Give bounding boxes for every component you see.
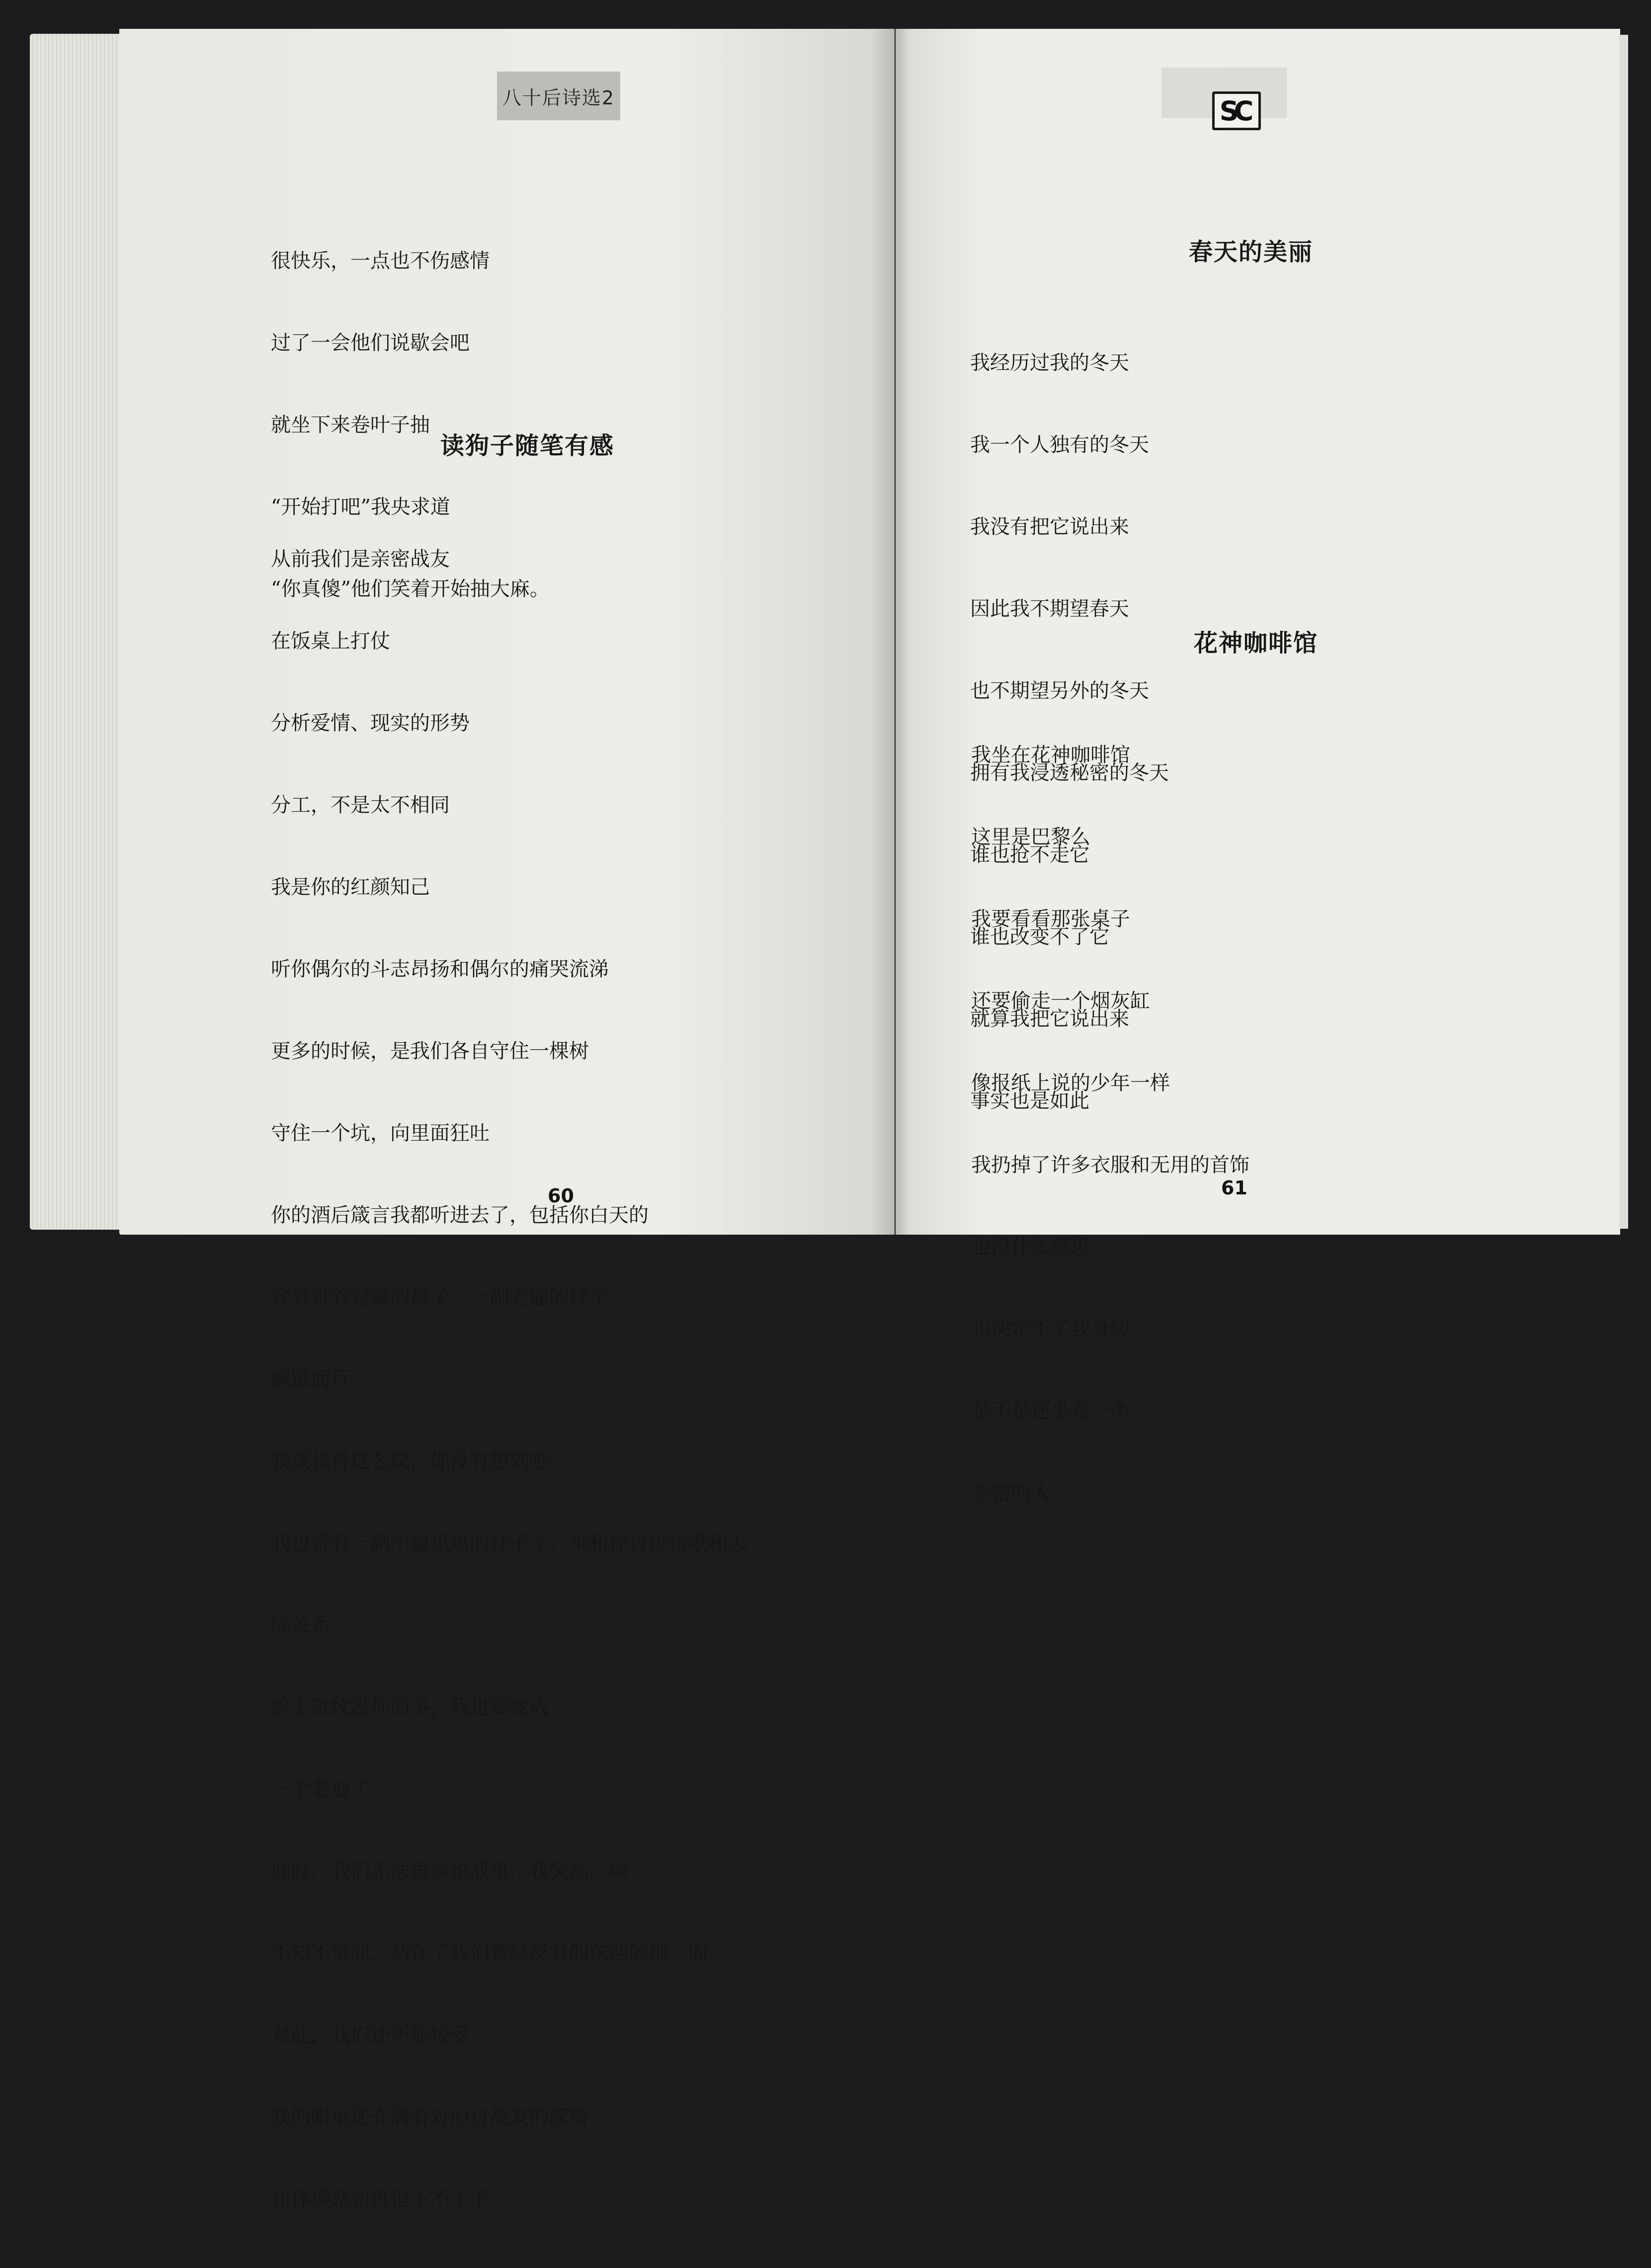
text-line: 就算我把它说出来 bbox=[970, 1008, 1129, 1030]
poem-title: 春天的美丽 bbox=[1189, 238, 1314, 266]
text-line: 事实也是如此 bbox=[970, 1090, 1089, 1112]
text-line: 我也带着一副牛逼烘烘的样子了，来和你讨论诗歌和人 bbox=[271, 1532, 748, 1555]
text-line: 这里是巴黎么 bbox=[971, 826, 1090, 848]
text-line: 谁也改变不了它 bbox=[970, 925, 1109, 948]
text-line: 对此，我们还不能接受 bbox=[271, 2024, 470, 2047]
text-line: 我的眼里还充满着对旧日战友的深情 bbox=[271, 2106, 589, 2129]
text-line: 也不期望另外的冬天 bbox=[970, 679, 1149, 702]
text-line: 过了一会他们说歇会吧 bbox=[271, 332, 470, 354]
text-line: 一个老逼了 bbox=[271, 1778, 370, 1801]
text-line: 穿着带着窟窿的裤子，一副老逼的样子 bbox=[271, 1286, 609, 1309]
open-book bbox=[30, 29, 1620, 2211]
publisher-logo bbox=[1212, 91, 1261, 130]
text-line: 听你偶尔的斗志昂扬和偶尔的痛哭流涕 bbox=[271, 958, 609, 981]
text-line: 更多的时候，是我们各自守住一棵树 bbox=[271, 1040, 589, 1063]
text-line: 拥有我浸透秘密的冬天 bbox=[970, 761, 1169, 784]
text-line: 我要看看那张桌子 bbox=[971, 908, 1130, 930]
text-line: 我坐在花神咖啡馆 bbox=[971, 744, 1130, 766]
text-line: “你真傻”他们笑着开始抽大麻。 bbox=[271, 578, 550, 600]
text-line: 因此我不期望春天 bbox=[970, 597, 1129, 620]
page-number: 60 bbox=[548, 1185, 574, 1207]
text-line: 也决定不了我身边 bbox=[971, 1318, 1130, 1341]
text-line: 谁也抢不走它 bbox=[970, 843, 1089, 866]
text-line: “开始打吧”我央求道 bbox=[271, 496, 450, 518]
text-line: 我是你的红颜知己 bbox=[271, 876, 430, 899]
text-line: 从前我们是亲密战友 bbox=[271, 548, 450, 571]
text-line: 我没有把它说出来 bbox=[970, 515, 1129, 538]
text-line: 脸上皱纹没你的多，我也要变成 bbox=[271, 1696, 549, 1719]
logo-text: SC bbox=[1219, 95, 1249, 127]
text-line: 也没什么意思 bbox=[971, 1236, 1090, 1259]
text-line: 我一个人独有的冬天 bbox=[970, 433, 1149, 456]
poem-body bbox=[271, 491, 748, 2268]
text-line: 像报纸上说的少年一样 bbox=[971, 1072, 1170, 1094]
page-number: 61 bbox=[1221, 1177, 1247, 1199]
text-line: 亲密的人 bbox=[971, 1482, 1051, 1505]
text-line: 是不是还坐着一个 bbox=[971, 1400, 1130, 1423]
left-page bbox=[119, 29, 895, 2211]
text-line: 我经历过我的冬天 bbox=[970, 351, 1129, 374]
right-page bbox=[896, 29, 1620, 1505]
text-line: 不知不觉间，站在了我们曾经反对的东西的那一面 bbox=[271, 1942, 708, 1965]
text-line: 在饭桌上打仗 bbox=[271, 630, 390, 653]
text-line: 此时，我们无法再谈论战事，我突然，或 bbox=[271, 1860, 629, 1883]
text-line: 分析爱情、现实的形势 bbox=[271, 712, 470, 735]
text-line: 很快乐，一点也不伤感情 bbox=[271, 250, 490, 272]
text-line: 际关系 bbox=[271, 1614, 330, 1637]
text-line: 分工，不是太不相同 bbox=[271, 794, 450, 817]
page-edge-right bbox=[1619, 35, 1628, 1229]
poem-title: 读狗子随笔有感 bbox=[440, 432, 615, 460]
text-line: 就坐下来卷叶子抽 bbox=[271, 414, 430, 436]
poem-body bbox=[971, 687, 1249, 1562]
running-header: 八十后诗选2 bbox=[497, 72, 620, 120]
text-line: 我成长得这么快，你没有想到吧 bbox=[271, 1450, 549, 1473]
poem-title: 花神咖啡馆 bbox=[1194, 629, 1319, 657]
page-edge-stack bbox=[30, 34, 124, 1230]
text-line: 蹒跚而行 bbox=[271, 1368, 350, 1391]
text-line: 还要偷走一个烟灰缸 bbox=[971, 990, 1150, 1012]
text-line: 守住一个坑，向里面狂吐 bbox=[271, 1122, 490, 1145]
text-line: 你的酒后箴言我都听进去了，包括你白天的 bbox=[271, 1204, 649, 1227]
text-line: 我扔掉了许多衣服和无用的首饰 bbox=[971, 1154, 1249, 1176]
text-line: 让你疾恶如仇但下不了手 bbox=[271, 2188, 490, 2211]
